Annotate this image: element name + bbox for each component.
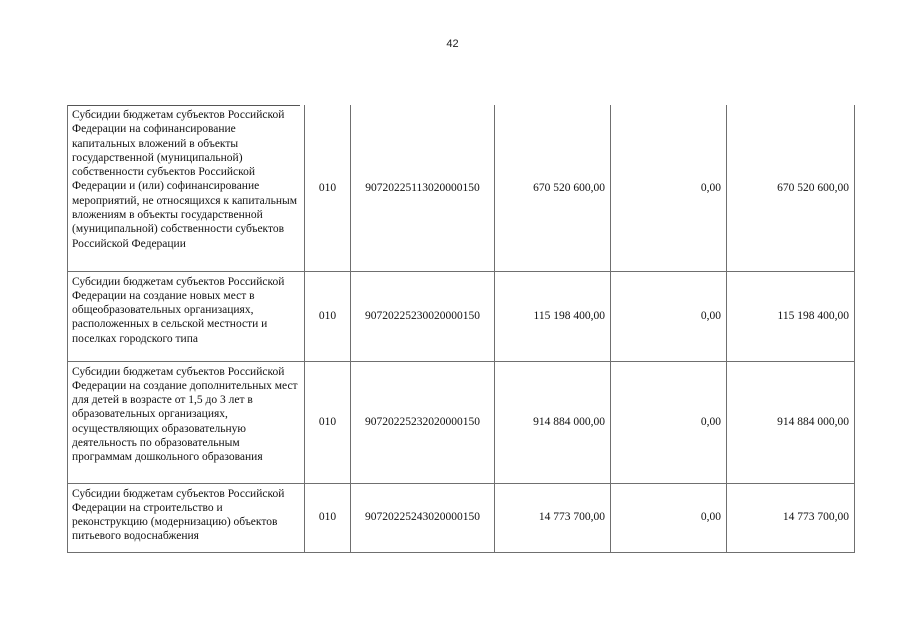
row-admin-code: 010 [305,105,351,271]
row-budget-code: 90720225113020000150 [351,105,495,271]
row-admin-code: 010 [305,361,351,483]
row-total-amount: 14 773 700,00 [727,483,855,552]
row-plan-amount: 670 520 600,00 [495,105,611,271]
row-total-amount: 914 884 000,00 [727,361,855,483]
row-total-amount: 670 520 600,00 [727,105,855,271]
row-name: Субсидии бюджетам субъектов Российской Федерации на софинансирование капитальных вложений в объекты государственной (муниципальной) собственности субъектов Российской Федерации и (или) софинансирование мероприятий, не относящихся к капитальным вложениям в объекты государственной (муниципальной) собственности субъектов Российской Федерации [68,105,305,271]
row-name: Субсидии бюджетам субъектов Российской Федерации на создание дополнительных мест для детей в возрасте от 1,5 до 3 лет в образовательных организациях, осуществляющих образовательную деятельность по образовательным программам дошкольного образования [68,361,305,483]
row-change-amount: 0,00 [611,105,727,271]
row-change-amount: 0,00 [611,271,727,361]
row-plan-amount: 914 884 000,00 [495,361,611,483]
table-row [68,483,855,552]
table-row [68,271,855,361]
table-row [68,105,855,271]
row-name: Субсидии бюджетам субъектов Российской Федерации на строительство и реконструкцию (модернизацию) объектов питьевого водоснабжения [68,483,305,552]
row-name: Субсидии бюджетам субъектов Российской Федерации на создание новых мест в общеобразовательных организациях, расположенных в сельской местности и поселках городского типа [68,271,305,361]
row-budget-code: 90720225232020000150 [351,361,495,483]
row-admin-code: 010 [305,483,351,552]
page-number: 42 [446,38,459,50]
row-total-amount: 115 198 400,00 [727,271,855,361]
row-budget-code: 90720225230020000150 [351,271,495,361]
row-change-amount: 0,00 [611,361,727,483]
table-row [68,361,855,483]
row-plan-amount: 115 198 400,00 [495,271,611,361]
row-admin-code: 010 [305,271,351,361]
row-plan-amount: 14 773 700,00 [495,483,611,552]
row-change-amount: 0,00 [611,483,727,552]
row-budget-code: 90720225243020000150 [351,483,495,552]
budget-table [67,105,855,553]
